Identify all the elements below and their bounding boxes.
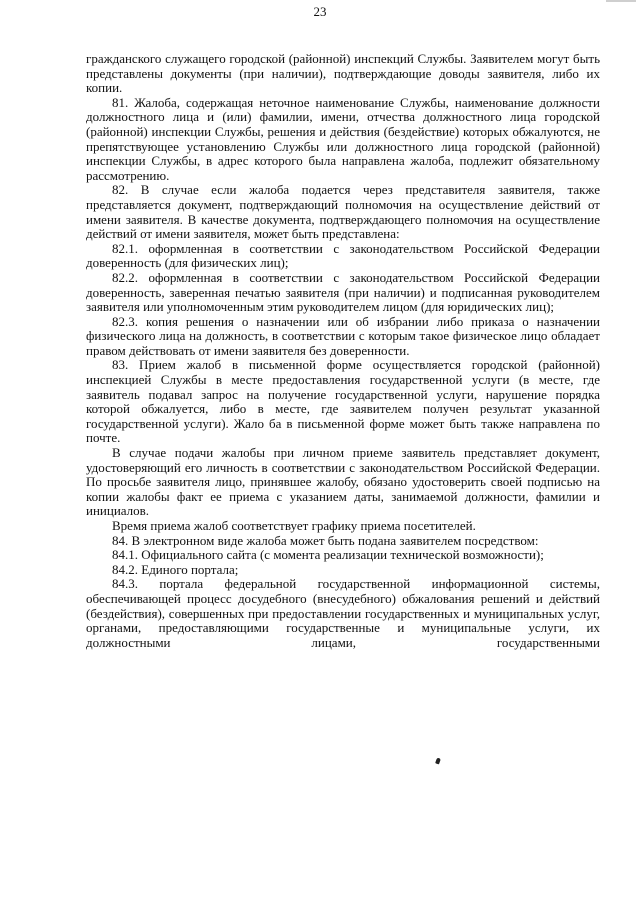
paragraph-84-1: 84.1. Официального сайта (с момента реализации технической возможности); [112,547,544,563]
paragraph-82-3: 82.3. копия решения о назначении или об избрании либо приказа о назначении физического лица на должность, в соответствии с которым такое физическое лицо обладает правом действовать от имени заявителя без доверенности. [86,313,600,358]
paragraph-83-reception-time: Время приема жалоб соответствует графику приема посетителей. [112,518,476,533]
paragraph-84-2: 84.2. Единого портала; [112,561,239,577]
paragraph-82-1: 82.1. оформленная в соответствии с законодательством Российской Федерации доверенность (для физических лиц); [86,240,600,271]
paragraph-83: 83. Прием жалоб в письменной форме осуществляется городской (районной) инспекцией Службы в месте предоставления государственной услуги (в месте, где заявитель подавал запрос на получение государственной услуги, нарушение порядка которой обжалуется, либо в месте, где заявителем получен результат указанной государственной услуги). Жало ба в письменной форме может быть также направлена по почте. [86,357,600,446]
paragraph-80-continuation: гражданского служащего городской (районной) инспекций Службы. Заявителем могут быть представлены документы (при наличии), подтверждающие доводы заявителя, либо их копии. [86,51,600,96]
paragraph-81: 81. Жалоба, содержащая неточное наименование Службы, наименование должности должностного лица и (или) фамилии, имени, отчества должностного лица городской (районной) инспекции Службы, решения и действия (бездействие) которых обжалуются, не препятствующее установлению Службы или должностного лица городской (районной) инспекции Службы, в адрес которого была направлена жалоба, подлежит обязательному рассмотрению. [86,94,600,183]
scan-ink-dot [435,757,441,764]
paragraph-83-personal-reception: В случае подачи жалобы при личном приеме заявитель представляет документ, удостоверяющий его личность в соответствии с законодательством Российской Федерации. По просьбе заявителя лицо, принявшее жалобу, обязано удостоверить своей подписью на копии жалобы факт ее приема с указанием даты, занимаемой должности, фамилии и инициалов. [86,445,600,519]
paragraph-84: 84. В электронном виде жалоба может быть подана заявителем посредством: [112,532,539,548]
paragraph-82-2: 82.2. оформленная в соответствии с законодательством Российской Федерации доверенность, заверенная печатью заявителя (при наличии) и подписанная руководителем заявителя или уполномоченным этим руководителем лицом (для юридических лиц); [86,269,600,315]
document-body [86,52,600,650]
paragraph-82: 82. В случае если жалоба подается через представителя заявителя, также представляется документ, подтверждающий полномочия на осуществление действий от имени заявителя. В качестве документа, подтверждающего полномочия на осуществление действий от имени заявителя, может быть представлена: [86,182,600,242]
page-number: 23 [313,4,327,19]
paragraph-84-3: 84.3. портала федеральной государственной информационной системы, обеспечивающей процесс досудебного (внесудебного) обжалования решений и действий (бездействия), совершенных при предоставлении государственных и муниципальных услуг, органами, предоставляющими государственные и муниципальные услуги, их должностными лицами, государственными [86,576,600,650]
scan-edge-mark [606,0,636,2]
